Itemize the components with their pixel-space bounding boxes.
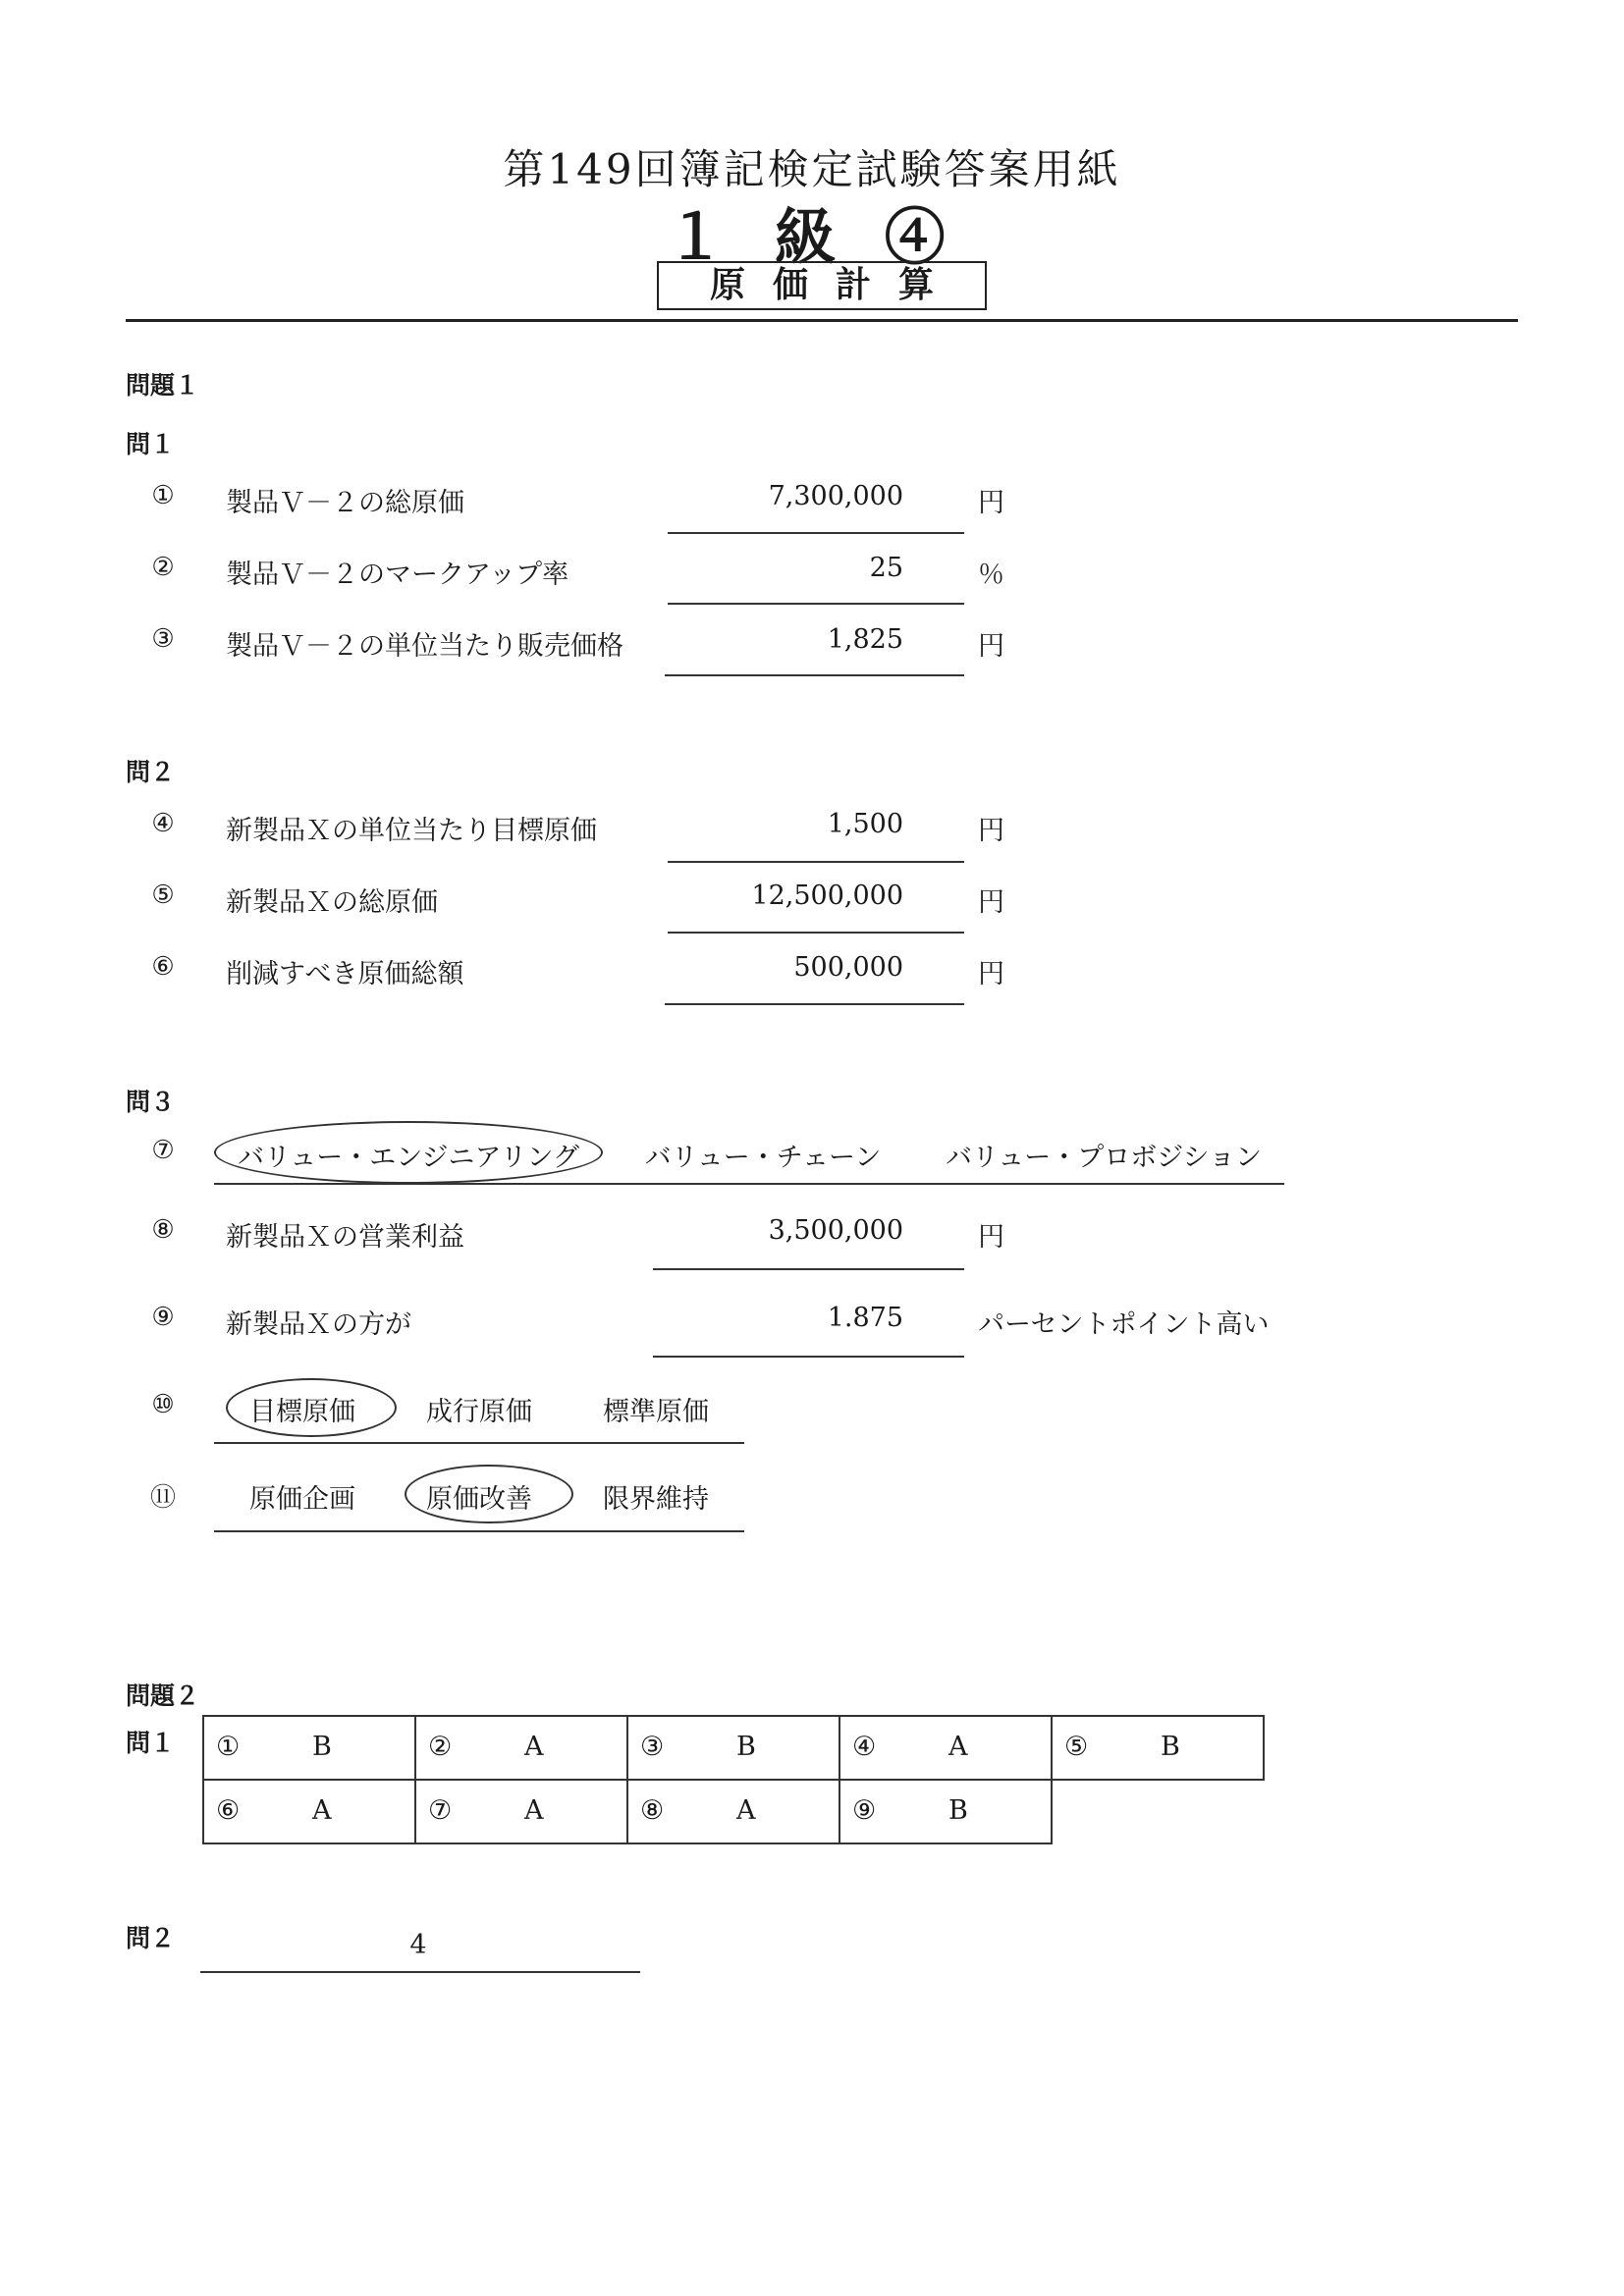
answer-underline	[653, 1356, 964, 1358]
choice-option[interactable]: 原価改善	[426, 1484, 532, 1515]
answer-underline	[200, 1971, 640, 1973]
problem1-heading: 問題１	[126, 371, 200, 400]
problem1-q1-heading: 問１	[126, 430, 176, 458]
answer-value[interactable]: 3,500,000	[768, 1215, 903, 1246]
cell-number: ②	[428, 1732, 453, 1762]
item-number: ③	[151, 624, 175, 654]
item-label: 製品Ｖ－２の単位当たり販売価格	[226, 631, 623, 662]
cell-answer: A	[948, 1732, 968, 1762]
cell-answer: A	[736, 1795, 756, 1826]
answer-value[interactable]: 12,500,000	[751, 881, 903, 911]
choice-option[interactable]: バリュー・チェーン	[644, 1143, 882, 1173]
cell-answer: A	[312, 1795, 332, 1826]
grid-cell[interactable]	[203, 1780, 415, 1843]
cell-number: ⑨	[852, 1795, 877, 1826]
sheet-title: 第149回簿記検定試験答案用紙	[503, 145, 1121, 193]
item-number: ⑩	[151, 1390, 175, 1419]
item-number: ⑥	[151, 952, 175, 982]
header-divider	[126, 319, 1518, 322]
choice-option[interactable]: 目標原価	[249, 1397, 355, 1427]
answer-unit: 円	[978, 631, 1004, 662]
grid-cell[interactable]	[203, 1716, 415, 1780]
answer-unit: 円	[978, 816, 1004, 846]
grade-label: １ 級 ④	[665, 201, 959, 273]
problem2-q2-heading: 問２	[126, 1924, 176, 1952]
item-label: 削減すべき原価総額	[226, 959, 464, 989]
problem2-q1-heading: 問１	[126, 1729, 176, 1757]
item-number: ②	[151, 553, 175, 582]
grid-empty-cell	[1052, 1780, 1264, 1843]
item-number: ④	[151, 809, 175, 838]
answer-underline	[668, 861, 964, 863]
choice-underline	[214, 1530, 744, 1532]
answer-grid	[202, 1715, 1265, 1844]
answer-unit: 円	[978, 488, 1004, 518]
answer-underline	[665, 674, 964, 676]
cell-number: ⑧	[640, 1795, 665, 1826]
choice-underline	[214, 1183, 1284, 1185]
cell-answer: A	[524, 1795, 544, 1826]
grid-cell[interactable]	[627, 1780, 839, 1843]
grid-cell[interactable]	[415, 1716, 627, 1780]
item-label: 製品Ｖ－２のマークアップ率	[226, 560, 569, 590]
answer-value[interactable]: 500,000	[793, 952, 903, 983]
cell-answer: B	[736, 1732, 756, 1762]
item-number: ⑪	[149, 1483, 176, 1513]
item-label: 新製品Ｘの単位当たり目標原価	[226, 816, 597, 846]
grid-cell[interactable]	[1052, 1716, 1264, 1780]
cell-answer: B	[1161, 1732, 1180, 1762]
choice-option[interactable]: 原価企画	[249, 1484, 355, 1515]
answer-value[interactable]: 1.875	[827, 1303, 903, 1333]
cell-answer: A	[524, 1732, 544, 1762]
problem1-q3-heading: 問３	[126, 1088, 176, 1116]
choice-option[interactable]: バリュー・プロボジション	[946, 1143, 1262, 1173]
subject-box: 原価計算	[657, 261, 987, 310]
answer-unit: ％	[978, 560, 1004, 590]
item-number: ①	[151, 481, 175, 510]
cell-number: ⑦	[428, 1795, 453, 1826]
grid-cell[interactable]	[415, 1780, 627, 1843]
choice-option[interactable]: 標準原価	[603, 1397, 709, 1427]
answer-underline	[653, 1268, 964, 1270]
choice-option[interactable]: 成行原価	[426, 1397, 532, 1427]
answer-underline	[665, 1003, 964, 1005]
answer-underline	[668, 532, 964, 534]
choice-underline	[214, 1442, 744, 1444]
item-label: 製品Ｖ－２の総原価	[226, 488, 464, 518]
cell-answer: B	[312, 1732, 332, 1762]
choice-option[interactable]: バリュー・エンジニアリング	[238, 1143, 579, 1173]
item-label: 新製品Ｘの営業利益	[226, 1222, 464, 1253]
problem1-q2-heading: 問２	[126, 758, 176, 786]
answer-unit: 円	[978, 887, 1004, 918]
answer-underline	[668, 603, 964, 605]
item-number: ⑤	[151, 881, 175, 910]
grid-cell[interactable]	[627, 1716, 839, 1780]
grid-cell[interactable]	[839, 1780, 1052, 1843]
cell-answer: B	[948, 1795, 968, 1826]
answer-unit: 円	[978, 1222, 1004, 1253]
problem2-heading: 問題２	[126, 1682, 200, 1710]
answer-value[interactable]: 25	[869, 553, 903, 583]
answer-value[interactable]: 1,500	[827, 809, 903, 839]
cell-number: ①	[216, 1732, 241, 1762]
item-label: 新製品Ｘの総原価	[226, 887, 438, 918]
q2-answer-value[interactable]: 4	[409, 1930, 427, 1960]
cell-number: ④	[852, 1732, 877, 1762]
cell-number: ③	[640, 1732, 665, 1762]
choice-option[interactable]: 限界維持	[603, 1484, 709, 1515]
answer-unit: 円	[978, 959, 1004, 989]
item-label: 新製品Ｘの方が	[226, 1309, 411, 1340]
answer-unit: パーセントポイント高い	[978, 1309, 1270, 1340]
answer-value[interactable]: 1,825	[827, 624, 903, 655]
answer-underline	[668, 932, 964, 934]
item-number: ⑨	[151, 1303, 175, 1332]
grid-cell[interactable]	[839, 1716, 1052, 1780]
cell-number: ⑥	[216, 1795, 241, 1826]
item-number: ⑧	[151, 1215, 175, 1245]
item-number: ⑦	[151, 1136, 175, 1165]
cell-number: ⑤	[1064, 1732, 1089, 1762]
answer-value[interactable]: 7,300,000	[768, 481, 903, 511]
